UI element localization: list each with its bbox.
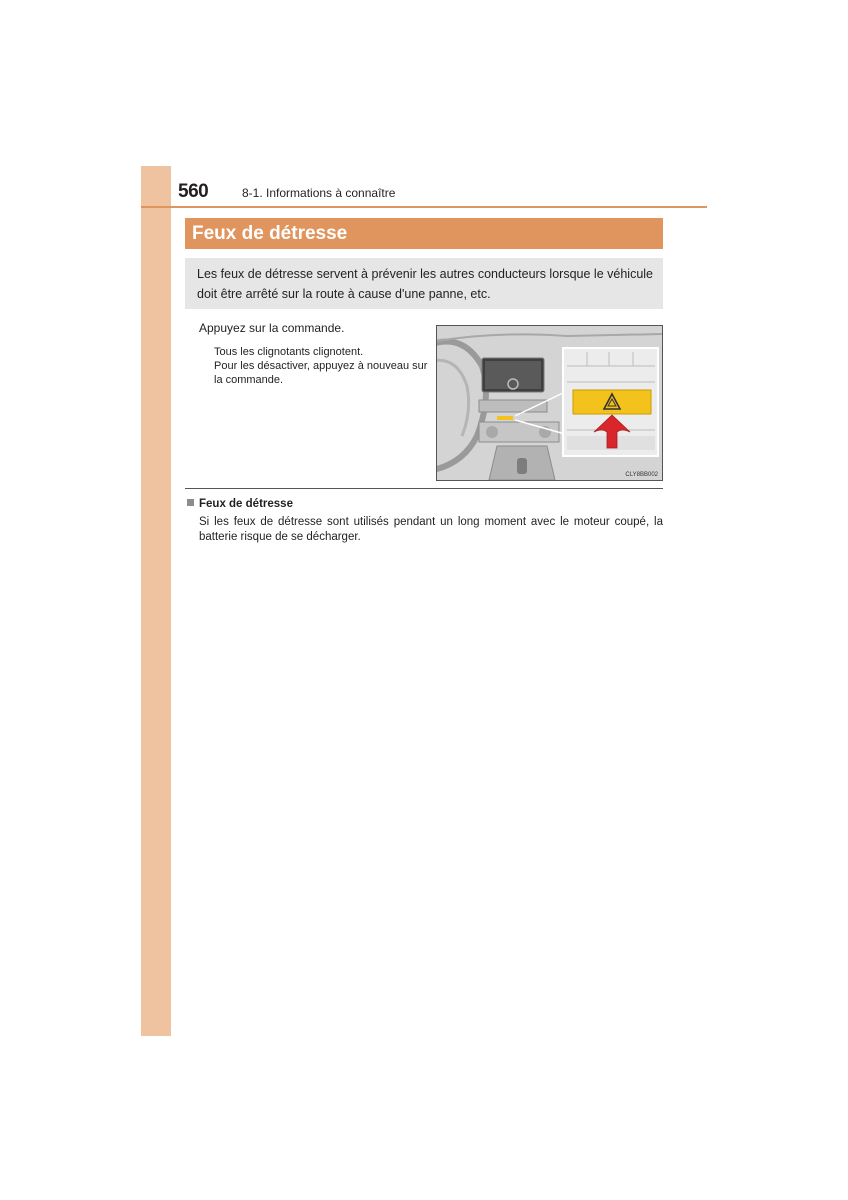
- instruction-detail-line-2: Pour les désactiver, appuyez à nouveau sur la commande.: [214, 360, 428, 386]
- square-bullet-icon: [187, 499, 194, 506]
- instruction-detail: [214, 345, 429, 387]
- page-number: 560: [178, 181, 209, 202]
- dashboard-illustration: [436, 325, 663, 481]
- note-body: Si les feux de détresse sont utilisés pendant un long moment avec le moteur coupé, la batterie risque de se décharger.: [199, 516, 663, 543]
- section-title: Feux de détresse: [192, 223, 348, 244]
- instruction-main: Appuyez sur la commande.: [199, 321, 345, 335]
- dashboard-drawing: [437, 326, 662, 480]
- instruction-detail-line-1: Tous les clignotants clignotent.: [214, 346, 364, 358]
- side-tab-bar: [141, 166, 171, 1036]
- section-label: 8-1. Informations à connaître: [242, 186, 396, 200]
- header-rule: [141, 206, 707, 208]
- section-divider: [185, 488, 663, 489]
- illustration-code: CLY8BB002: [625, 472, 658, 478]
- note-heading-text: Feux de détresse: [199, 498, 293, 510]
- intro-box: [185, 258, 663, 309]
- section-title-bar: [185, 218, 663, 249]
- intro-text: Les feux de détresse servent à prévenir les autres conducteurs lorsque le véhicule doit être arrêté sur la route à cause d'une panne, etc.: [197, 267, 653, 301]
- note-heading: [187, 498, 293, 510]
